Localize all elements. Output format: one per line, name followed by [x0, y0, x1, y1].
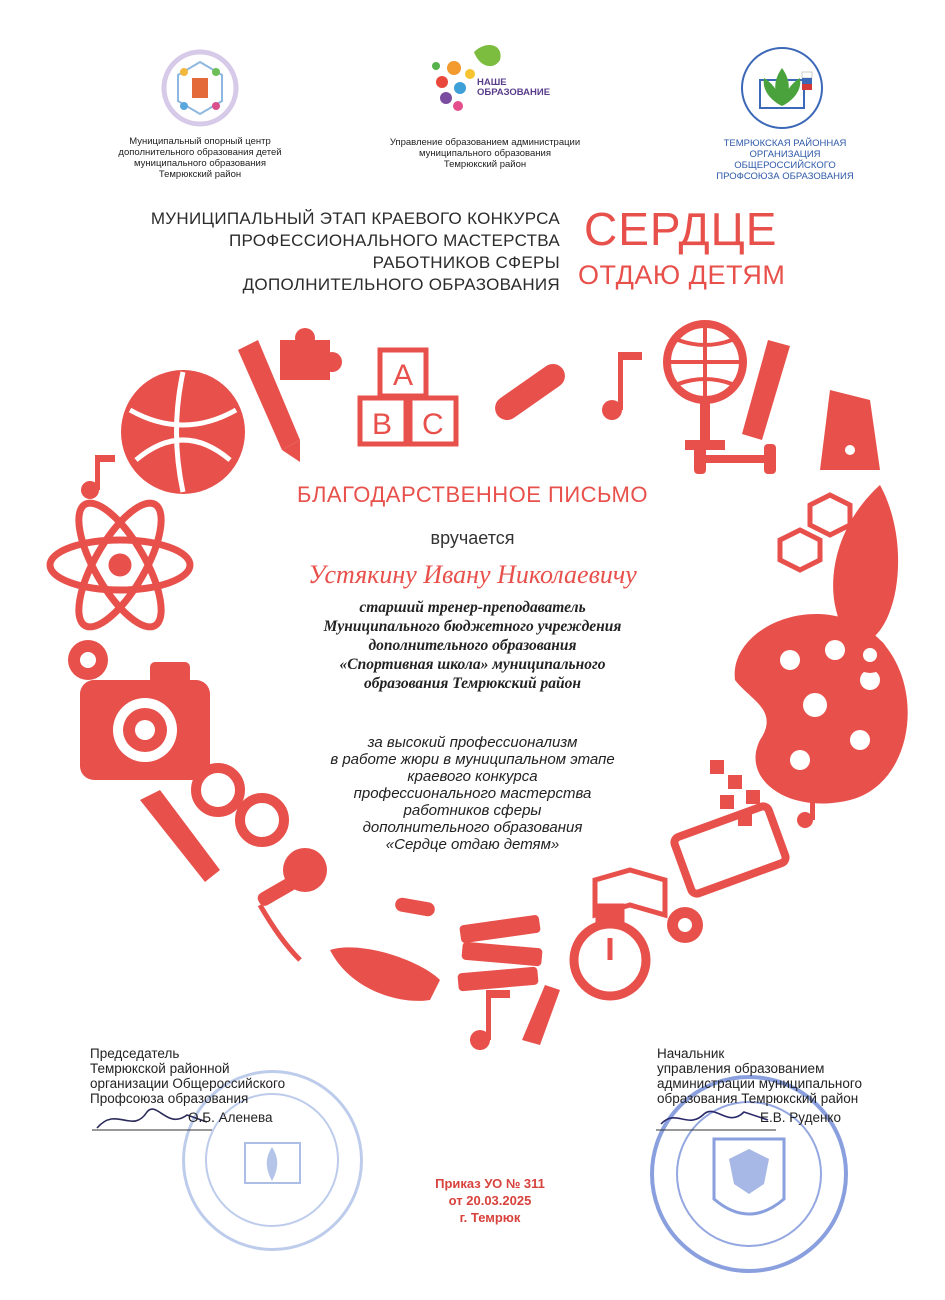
signature-left-block: Председатель Темрюкской районной организации Общероссийского Профсоюза образования: [90, 1046, 286, 1106]
contest-heading: МУНИЦИПАЛЬНЫЙ ЭТАП КРАЕВОГО КОНКУРСА ПРОФЕССИОНАЛЬНОГО МАСТЕРСТВА РАБОТНИКОВ СФЕРЫ ДОПОЛНИТЕЛЬНОГО ОБРАЗОВАНИЯ: [150, 209, 560, 294]
letter-title: БЛАГОДАРСТВЕННОЕ ПИСЬМО: [297, 482, 648, 507]
signature-right-scribble-icon: [656, 1100, 776, 1140]
svg-text:A: A: [393, 359, 414, 392]
gear-lower-icon: [667, 907, 703, 943]
signature-left-name: О.Б. Аленева: [188, 1110, 273, 1125]
brand-subtitle: ОТДАЮ ДЕТЯМ: [578, 260, 786, 290]
signature-right-name: Е.В. Руденко: [760, 1110, 841, 1125]
svg-text:B: B: [372, 408, 393, 441]
logo-right-caption: ТЕМРЮКСКАЯ РАЙОННАЯ ОРГАНИЗАЦИЯ ОБЩЕРОССИЙСКОГО ПРОФСОЮЗА ОБРАЗОВАНИЯ: [716, 138, 854, 182]
music-note-icon: [602, 352, 642, 420]
globe-icon: [667, 324, 743, 450]
test-tube-lower-icon: [394, 897, 436, 918]
logo-center-brand: НАШЕ ОБРАЗОВАНИЕ: [477, 77, 551, 98]
pencil-right-icon: [742, 340, 790, 440]
awarded-label: вручается: [430, 528, 515, 548]
microphone-icon: [256, 848, 327, 960]
flask-icon: [820, 390, 880, 470]
abc-blocks-icon: [360, 350, 456, 444]
recipient-name: Устякину Ивану Николаевичу: [308, 560, 637, 589]
test-tube-icon: [490, 359, 569, 425]
books-icon: [457, 915, 542, 992]
rocket-lower-icon: [330, 947, 440, 1001]
brush-icon: [522, 985, 560, 1045]
signature-right-block: Начальник управления образованием администрации муниципального образования Темрюкский район: [657, 1046, 862, 1106]
svg-text:C: C: [422, 408, 444, 441]
basketball-icon: [121, 370, 245, 494]
puzzle-icon: [280, 328, 342, 380]
stopwatch-icon: [574, 908, 646, 996]
order-reference: Приказ УО № 311 от 20.03.2025 г. Темрюк: [435, 1176, 545, 1225]
music-note-bottom-icon: [470, 990, 510, 1050]
logo-left-caption: Муниципальный опорный центр дополнительного образования детей муниципального образования Темрюкский район: [118, 136, 282, 180]
award-reason: за высокий профессионализм в работе жюри в муниципальном этапе краевого конкурса профессионального мастерства работников сферы дополнительного образования «Сердце отдаю детям»: [330, 734, 615, 853]
logo-center-caption: Управление образованием администрации муниципального образования Темрюкский район: [389, 137, 581, 170]
recipient-position: старший тренер-преподаватель Муниципального бюджетного учреждения дополнительного образования «Спортивная школа» муниципального образования Темрюкский район: [323, 599, 622, 692]
brand-heart-title: СЕРДЦЕ: [584, 203, 778, 255]
